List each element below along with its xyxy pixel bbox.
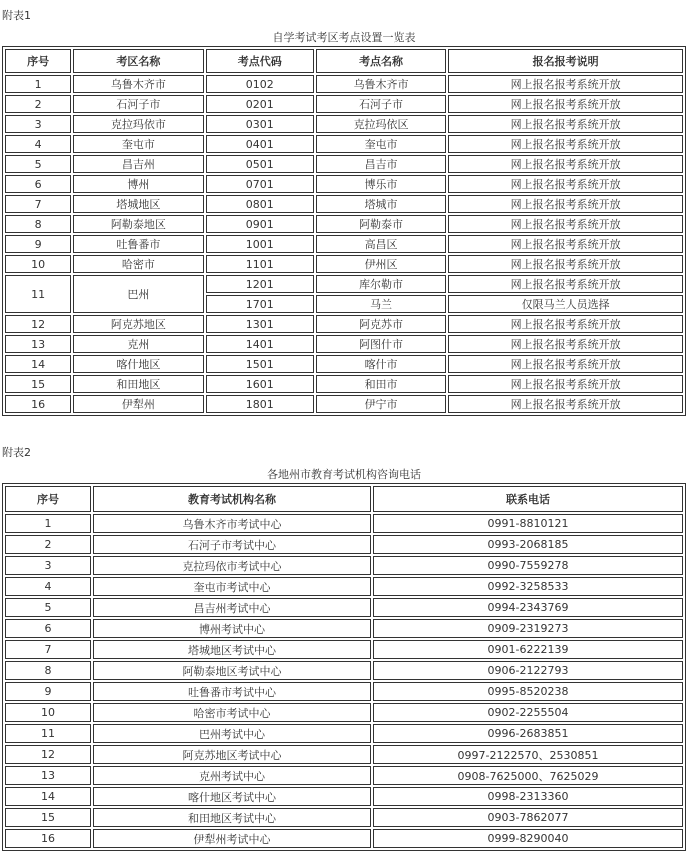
cell-note: 网上报名报考系统开放 — [448, 255, 683, 273]
cell-note: 网上报名报考系统开放 — [448, 155, 683, 173]
cell-code: 1501 — [206, 355, 314, 373]
cell-phone: 0998-2313360 — [373, 787, 683, 806]
table-header-row — [5, 49, 683, 73]
cell-phone: 0990-7559278 — [373, 556, 683, 575]
cell-no: 2 — [5, 95, 71, 113]
cell-region: 阿克苏地区 — [73, 315, 203, 333]
cell-no: 12 — [5, 315, 71, 333]
cell-no: 5 — [5, 155, 71, 173]
cell-note: 网上报名报考系统开放 — [448, 375, 683, 393]
cell-region: 塔城地区 — [73, 195, 203, 213]
table-row — [5, 577, 683, 596]
cell-region: 伊犁州 — [73, 395, 203, 413]
cell-org: 昌吉州考试中心 — [93, 598, 371, 617]
cell-site: 和田市 — [316, 375, 446, 393]
cell-phone: 0999-8290040 — [373, 829, 683, 848]
table-row — [5, 808, 683, 827]
cell-site: 喀什市 — [316, 355, 446, 373]
cell-no: 8 — [5, 661, 91, 680]
cell-phone: 0995-8520238 — [373, 682, 683, 701]
cell-no: 1 — [5, 514, 91, 533]
cell-no: 15 — [5, 375, 71, 393]
cell-no: 6 — [5, 619, 91, 638]
cell-region: 克州 — [73, 335, 203, 353]
cell-no: 7 — [5, 640, 91, 659]
cell-region: 奎屯市 — [73, 135, 203, 153]
cell-no: 16 — [5, 829, 91, 848]
cell-no: 6 — [5, 175, 71, 193]
cell-site: 高昌区 — [316, 235, 446, 253]
cell-no: 15 — [5, 808, 91, 827]
cell-site: 阿图什市 — [316, 335, 446, 353]
cell-no: 4 — [5, 135, 71, 153]
cell-site: 阿勒泰市 — [316, 215, 446, 233]
table-row — [5, 395, 683, 413]
cell-region: 吐鲁番市 — [73, 235, 203, 253]
table-row — [5, 640, 683, 659]
cell-org: 克州考试中心 — [93, 766, 371, 785]
cell-note: 网上报名报考系统开放 — [448, 215, 683, 233]
appendix-1-label: 附表1 — [2, 9, 31, 22]
table-row — [5, 135, 683, 153]
cell-no: 11 — [5, 275, 71, 313]
cell-code: 1201 — [206, 275, 314, 293]
cell-no: 2 — [5, 535, 91, 554]
header-site: 考点名称 — [316, 49, 446, 73]
cell-site: 石河子市 — [316, 95, 446, 113]
header-phone: 联系电话 — [373, 486, 683, 512]
table-row — [5, 275, 683, 293]
cell-site: 昌吉市 — [316, 155, 446, 173]
cell-no: 12 — [5, 745, 91, 764]
table-header-row — [5, 486, 683, 512]
cell-note: 网上报名报考系统开放 — [448, 315, 683, 333]
cell-org: 乌鲁木齐市考试中心 — [93, 514, 371, 533]
cell-site: 克拉玛依区 — [316, 115, 446, 133]
cell-site: 阿克苏市 — [316, 315, 446, 333]
cell-region: 昌吉州 — [73, 155, 203, 173]
table-row — [5, 619, 683, 638]
table-row — [5, 215, 683, 233]
cell-no: 14 — [5, 355, 71, 373]
cell-phone: 0993-2068185 — [373, 535, 683, 554]
appendix-2-label: 附表2 — [2, 446, 31, 459]
table-row — [5, 155, 683, 173]
cell-region: 和田地区 — [73, 375, 203, 393]
table-row — [5, 556, 683, 575]
cell-site: 库尔勒市 — [316, 275, 446, 293]
cell-no: 13 — [5, 766, 91, 785]
header-no: 序号 — [5, 486, 91, 512]
cell-no: 9 — [5, 235, 71, 253]
cell-code: 1001 — [206, 235, 314, 253]
cell-region: 喀什地区 — [73, 355, 203, 373]
cell-phone: 0906-2122793 — [373, 661, 683, 680]
cell-org: 博州考试中心 — [93, 619, 371, 638]
table-row — [5, 235, 683, 253]
table-row — [5, 598, 683, 617]
cell-region: 博州 — [73, 175, 203, 193]
cell-region: 巴州 — [73, 275, 203, 313]
cell-site: 奎屯市 — [316, 135, 446, 153]
table-row — [5, 375, 683, 393]
cell-code: 0102 — [206, 75, 314, 93]
table-row — [5, 661, 683, 680]
cell-org: 喀什地区考试中心 — [93, 787, 371, 806]
cell-note: 网上报名报考系统开放 — [448, 195, 683, 213]
table-row — [5, 787, 683, 806]
header-org: 教育考试机构名称 — [93, 486, 371, 512]
table-row — [5, 255, 683, 273]
cell-org: 和田地区考试中心 — [93, 808, 371, 827]
cell-phone: 0909-2319273 — [373, 619, 683, 638]
cell-no: 7 — [5, 195, 71, 213]
cell-site: 马兰 — [316, 295, 446, 313]
cell-note: 网上报名报考系统开放 — [448, 335, 683, 353]
table-row — [5, 95, 683, 113]
table-row — [5, 115, 683, 133]
cell-phone: 0903-7862077 — [373, 808, 683, 827]
cell-site: 伊州区 — [316, 255, 446, 273]
cell-code: 1801 — [206, 395, 314, 413]
cell-org: 塔城地区考试中心 — [93, 640, 371, 659]
cell-org: 吐鲁番市考试中心 — [93, 682, 371, 701]
cell-note: 网上报名报考系统开放 — [448, 115, 683, 133]
cell-org: 石河子市考试中心 — [93, 535, 371, 554]
table-row — [5, 514, 683, 533]
cell-site: 塔城市 — [316, 195, 446, 213]
cell-phone: 0901-6222139 — [373, 640, 683, 659]
cell-code: 0201 — [206, 95, 314, 113]
table-row — [5, 766, 683, 785]
cell-no: 14 — [5, 787, 91, 806]
table-row — [5, 535, 683, 554]
cell-no: 3 — [5, 115, 71, 133]
cell-no: 5 — [5, 598, 91, 617]
cell-code: 0801 — [206, 195, 314, 213]
header-no: 序号 — [5, 49, 71, 73]
cell-no: 3 — [5, 556, 91, 575]
cell-code: 0501 — [206, 155, 314, 173]
cell-code: 1301 — [206, 315, 314, 333]
cell-site: 博乐市 — [316, 175, 446, 193]
cell-region: 乌鲁木齐市 — [73, 75, 203, 93]
cell-note: 网上报名报考系统开放 — [448, 395, 683, 413]
cell-site: 乌鲁木齐市 — [316, 75, 446, 93]
header-code: 考点代码 — [206, 49, 314, 73]
table-row — [5, 195, 683, 213]
cell-phone: 0908-7625000、7625029 — [373, 766, 683, 785]
cell-region: 哈密市 — [73, 255, 203, 273]
cell-org: 奎屯市考试中心 — [93, 577, 371, 596]
cell-no: 10 — [5, 703, 91, 722]
cell-no: 13 — [5, 335, 71, 353]
cell-org: 阿克苏地区考试中心 — [93, 745, 371, 764]
cell-org: 克拉玛依市考试中心 — [93, 556, 371, 575]
cell-no: 16 — [5, 395, 71, 413]
cell-code: 1601 — [206, 375, 314, 393]
cell-phone: 0991-8810121 — [373, 514, 683, 533]
cell-note: 网上报名报考系统开放 — [448, 75, 683, 93]
cell-no: 4 — [5, 577, 91, 596]
cell-region: 克拉玛依市 — [73, 115, 203, 133]
exam-contact-table — [2, 483, 686, 851]
table-row — [5, 75, 683, 93]
cell-site: 伊宁市 — [316, 395, 446, 413]
table-row — [5, 703, 683, 722]
cell-org: 巴州考试中心 — [93, 724, 371, 743]
cell-no: 11 — [5, 724, 91, 743]
table-row — [5, 724, 683, 743]
cell-note: 网上报名报考系统开放 — [448, 95, 683, 113]
cell-no: 10 — [5, 255, 71, 273]
cell-phone: 0902-2255504 — [373, 703, 683, 722]
cell-org: 阿勒泰地区考试中心 — [93, 661, 371, 680]
cell-code: 0301 — [206, 115, 314, 133]
table2-title: 各地州市教育考试机构咨询电话 — [267, 468, 421, 481]
cell-no: 1 — [5, 75, 71, 93]
cell-phone: 0994-2343769 — [373, 598, 683, 617]
cell-region: 阿勒泰地区 — [73, 215, 203, 233]
header-region: 考区名称 — [73, 49, 203, 73]
cell-phone: 0992-3258533 — [373, 577, 683, 596]
cell-phone: 0996-2683851 — [373, 724, 683, 743]
cell-code: 1401 — [206, 335, 314, 353]
cell-code: 1101 — [206, 255, 314, 273]
cell-no: 8 — [5, 215, 71, 233]
cell-region: 石河子市 — [73, 95, 203, 113]
table-row — [5, 335, 683, 353]
cell-no: 9 — [5, 682, 91, 701]
table-row — [5, 745, 683, 764]
cell-note: 网上报名报考系统开放 — [448, 175, 683, 193]
table-row — [5, 829, 683, 848]
cell-code: 0401 — [206, 135, 314, 153]
cell-note: 网上报名报考系统开放 — [448, 275, 683, 293]
cell-org: 哈密市考试中心 — [93, 703, 371, 722]
table-row — [5, 175, 683, 193]
cell-code: 1701 — [206, 295, 314, 313]
table1-title: 自学考试考区考点设置一览表 — [272, 31, 416, 44]
cell-code: 0901 — [206, 215, 314, 233]
cell-note: 网上报名报考系统开放 — [448, 235, 683, 253]
cell-phone: 0997-2122570、2530851 — [373, 745, 683, 764]
header-note: 报名报考说明 — [448, 49, 683, 73]
table-row — [5, 682, 683, 701]
cell-code: 0701 — [206, 175, 314, 193]
cell-note: 网上报名报考系统开放 — [448, 355, 683, 373]
cell-note: 网上报名报考系统开放 — [448, 135, 683, 153]
table-row — [5, 315, 683, 333]
cell-note: 仅限马兰人员选择 — [448, 295, 683, 313]
table-row — [5, 355, 683, 373]
cell-org: 伊犁州考试中心 — [93, 829, 371, 848]
exam-site-table — [2, 46, 686, 416]
